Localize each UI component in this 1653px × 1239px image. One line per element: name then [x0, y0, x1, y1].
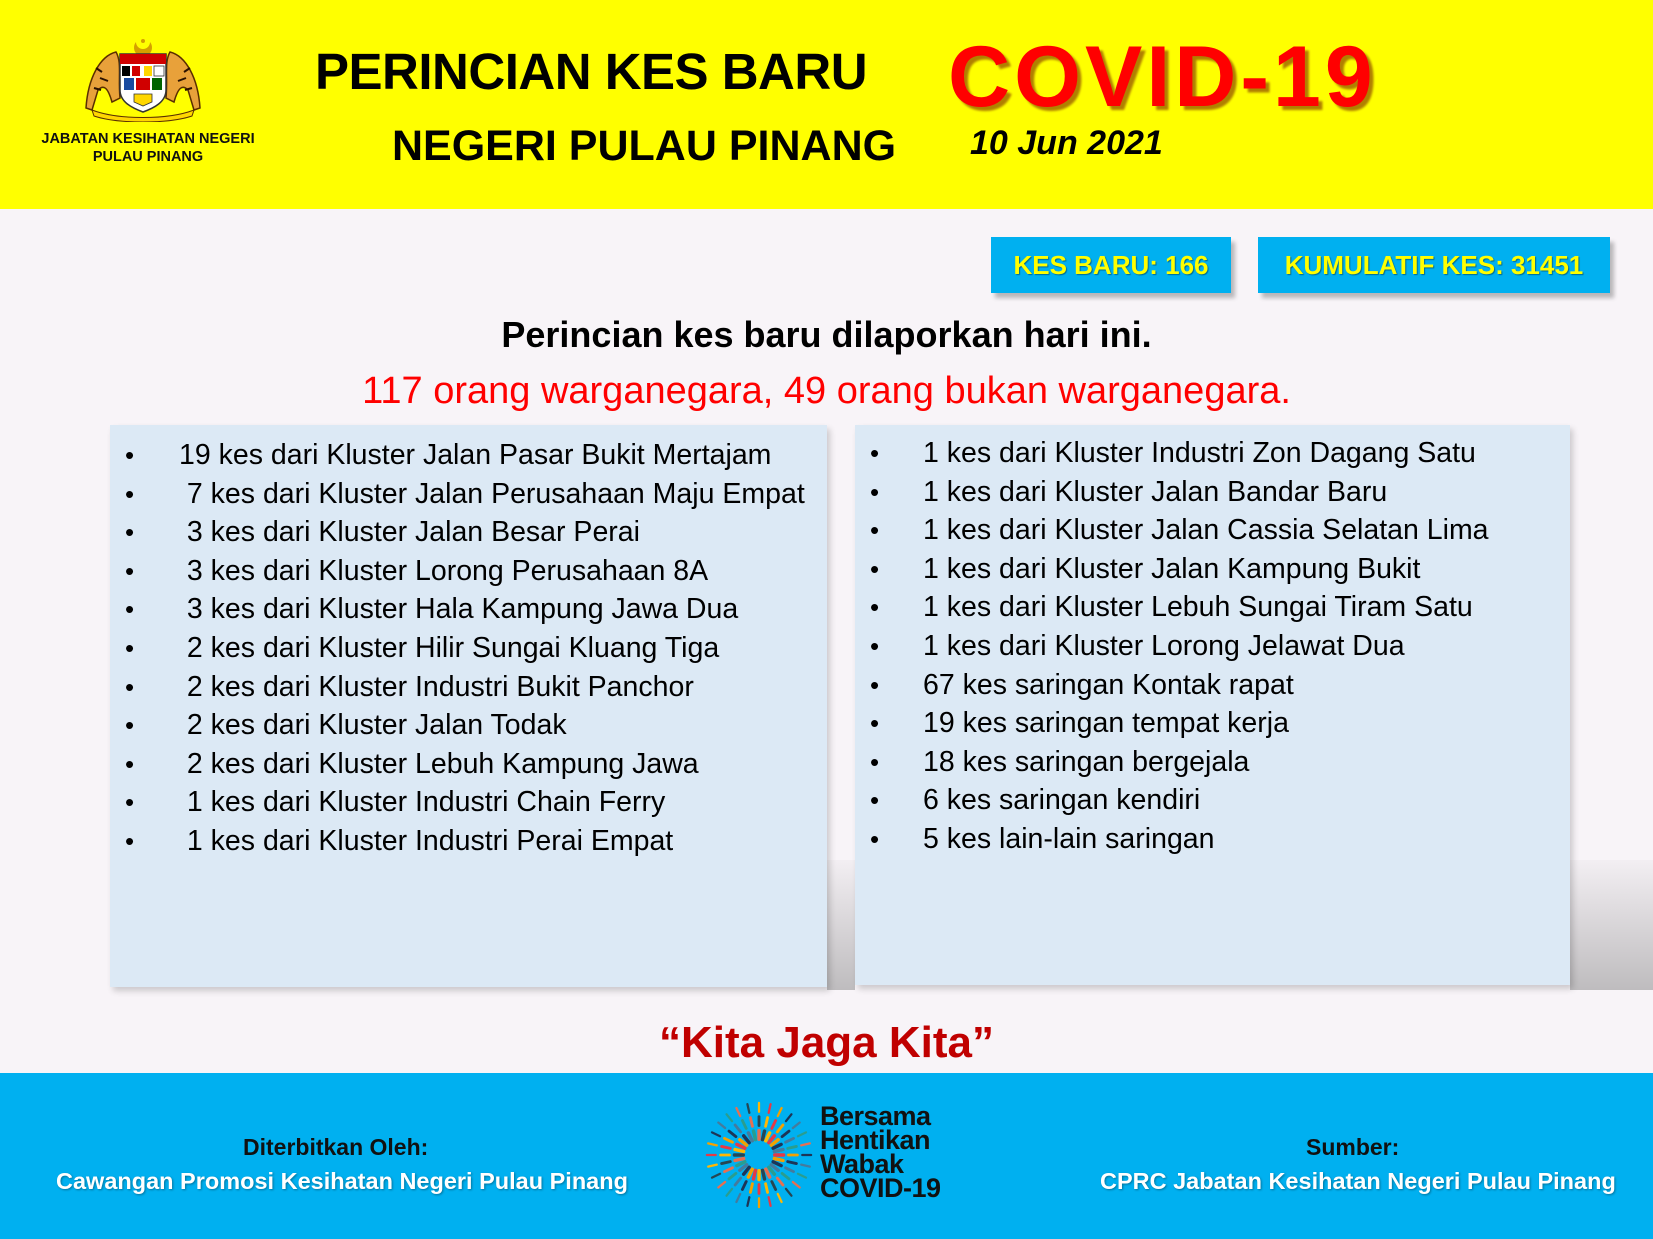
bullet: •: [125, 787, 135, 818]
burst-ray: [736, 1194, 740, 1202]
published-by-value: Cawangan Promosi Kesihatan Negeri Pulau Pinang: [56, 1168, 628, 1194]
burst-ray: [798, 1132, 806, 1136]
burst-ray: [718, 1123, 725, 1129]
list-item-text: 1 kes dari Kluster Industri Zon Dagang Satu: [923, 437, 1476, 469]
burst-ray: [773, 1144, 781, 1148]
list-item-text: 1 kes dari Kluster Lorong Jelawat Dua: [923, 629, 1405, 662]
burst-ray: [737, 1162, 745, 1166]
burst-ray: [786, 1114, 792, 1121]
cumulative-cases-badge: KUMULATIF KES: 31451: [1258, 237, 1610, 293]
burst-ray: [724, 1138, 732, 1142]
bullet: •: [870, 785, 880, 816]
list-item-text: 19 kes dari Kluster Jalan Pasar Bukit Mertajam: [179, 439, 772, 471]
bullet: •: [870, 553, 880, 584]
burst-ray: [766, 1118, 768, 1127]
burst-ray: [712, 1132, 720, 1136]
burst-ray: [708, 1165, 717, 1167]
burst-ray: [774, 1149, 783, 1151]
list-item-text: 7 kes dari Kluster Jalan Perusahaan Maju Empat: [179, 477, 805, 510]
burst-ray: [766, 1169, 770, 1177]
burst-ray: [777, 1178, 783, 1185]
burst-ray: [718, 1182, 725, 1188]
burst-ray: [763, 1170, 765, 1179]
burst-ray: [727, 1114, 733, 1121]
burst-ray: [773, 1162, 781, 1166]
bullet: •: [125, 748, 135, 779]
burst-ray: [782, 1173, 789, 1179]
bullet: •: [870, 746, 880, 777]
citizenship-summary: 117 orang warganegara, 49 orang bukan warganegara.: [362, 370, 1291, 412]
burst-ray: [748, 1169, 752, 1177]
list-item-text: 3 kes dari Kluster Lorong Perusahaan 8A: [179, 554, 709, 587]
list-item-text: 19 kes saringan tempat kerja: [923, 707, 1289, 740]
list-item-text: 2 kes dari Kluster Jalan Todak: [179, 709, 567, 742]
new-cases-badge: KES BARU: 166: [991, 237, 1231, 293]
bullet: •: [125, 555, 135, 586]
burst-ray: [772, 1182, 776, 1190]
campaign-line-3: Wabak: [820, 1149, 904, 1179]
burst-ray: [786, 1138, 794, 1142]
burst-ray: [724, 1168, 732, 1172]
list-item-text: 2 kes dari Kluster Hilir Sungai Kluang Tiga: [179, 631, 720, 664]
list-item-text: 1 kes dari Kluster Industri Perai Empat: [179, 824, 674, 857]
burst-ray: [729, 1131, 736, 1137]
list-item-text: 1 kes dari Kluster Lebuh Sungai Tiram Satu: [923, 591, 1473, 624]
bullet: •: [125, 825, 135, 856]
burst-ray: [737, 1144, 745, 1148]
published-by-label: Diterbitkan Oleh:: [243, 1134, 429, 1160]
header-banner: [0, 0, 1653, 209]
bullet: •: [870, 708, 880, 739]
burst-ray: [774, 1159, 783, 1161]
list-item-text: 3 kes dari Kluster Jalan Besar Perai: [179, 516, 640, 549]
burst-ray: [735, 1149, 744, 1151]
burst-ray: [778, 1194, 782, 1202]
department-name: [18, 130, 278, 166]
bullet: •: [125, 517, 135, 548]
slogan: “Kita Jaga Kita”: [659, 1018, 994, 1067]
bullet: •: [125, 478, 135, 509]
bullet: •: [125, 671, 135, 702]
burst-ray: [763, 1131, 765, 1140]
bullet: •: [125, 594, 135, 625]
burst-ray: [708, 1143, 717, 1145]
burst-ray: [750, 1184, 752, 1193]
covid-title: COVID-19: [948, 29, 1377, 125]
bullet: •: [870, 438, 880, 468]
report-date: 10 Jun 2021: [970, 124, 1163, 162]
source-value: CPRC Jabatan Kesihatan Negeri Pulau Pinang: [1100, 1168, 1616, 1194]
department-line-2: PULAU PINANG: [92, 149, 204, 165]
list-item-text: 1 kes dari Kluster Jalan Kampung Bukit: [923, 552, 1421, 585]
state-title: NEGERI PULAU PINANG: [392, 122, 897, 170]
list-item-text: 1 kes dari Kluster Jalan Bandar Baru: [923, 475, 1388, 508]
burst-ray: [793, 1123, 800, 1129]
list-item-text: 6 kes saringan kendiri: [923, 784, 1201, 817]
burst-ray: [750, 1118, 752, 1127]
burst-ray: [793, 1182, 800, 1188]
list-item-text: 5 kes lain-lain saringan: [923, 822, 1215, 855]
burst-ray: [727, 1189, 733, 1196]
burst-ray: [735, 1159, 744, 1161]
burst-ray: [769, 1197, 771, 1206]
burst-ray: [747, 1197, 749, 1206]
list-item-text: 3 kes dari Kluster Hala Kampung Jawa Dua: [179, 593, 739, 626]
list-item-text: 1 kes dari Kluster Jalan Cassia Selatan Lima: [923, 514, 1489, 547]
burst-ray: [801, 1143, 810, 1145]
burst-ray: [766, 1184, 768, 1193]
bullet: •: [870, 515, 880, 546]
details-heading: Perincian kes baru dilaporkan hari ini.: [501, 314, 1152, 355]
campaign-line-1: Bersama: [820, 1101, 931, 1131]
bullet: •: [125, 440, 135, 470]
bullet: •: [870, 823, 880, 854]
burst-ray: [735, 1125, 741, 1132]
burst-ray: [747, 1104, 749, 1113]
bullet: •: [870, 592, 880, 623]
burst-ray: [786, 1168, 794, 1172]
burst-ray: [753, 1131, 755, 1140]
burst-ray: [742, 1182, 746, 1190]
bullet: •: [125, 632, 135, 663]
bullet: •: [870, 476, 880, 507]
burst-ray: [735, 1178, 741, 1185]
bullet: •: [870, 669, 880, 700]
list-item-text: 1 kes dari Kluster Industri Chain Ferry: [179, 786, 666, 819]
burst-ray: [772, 1120, 776, 1128]
source-label: Sumber:: [1306, 1134, 1400, 1160]
burst-ray: [712, 1174, 720, 1178]
burst-ray: [769, 1104, 771, 1113]
department-line-1: JABATAN KESIHATAN NEGERI: [41, 131, 255, 147]
list-item-text: 2 kes dari Kluster Industri Bukit Panchor: [179, 670, 694, 703]
burst-ray: [786, 1189, 792, 1196]
burst-ray: [722, 1146, 731, 1148]
burst-ray: [766, 1133, 770, 1141]
campaign-burst-logo-icon: [700, 1096, 818, 1214]
bullet: •: [125, 710, 135, 741]
campaign-line-2: Hentikan: [820, 1125, 931, 1155]
burst-ray: [753, 1170, 755, 1179]
burst-ray: [782, 1131, 789, 1137]
burst-ray: [742, 1120, 746, 1128]
bullet: •: [870, 630, 880, 661]
burst-ray: [729, 1173, 736, 1179]
burst-ray: [788, 1146, 797, 1148]
list-item-text: 18 kes saringan bergejala: [923, 745, 1250, 778]
panel-shadow: [1570, 860, 1653, 990]
burst-ray: [788, 1162, 797, 1164]
campaign-slogan: [820, 1101, 941, 1203]
list-item-text: 2 kes dari Kluster Lebuh Kampung Jawa: [179, 747, 699, 780]
burst-ray: [748, 1133, 752, 1141]
burst-ray: [798, 1174, 806, 1178]
panel-shadow: [827, 860, 855, 990]
burst-ray: [778, 1108, 782, 1116]
page-title: PERINCIAN KES BARU: [315, 43, 868, 100]
burst-ray: [736, 1108, 740, 1116]
burst-ray: [801, 1165, 810, 1167]
coat-of-arms-icon: [78, 38, 208, 122]
campaign-line-4: COVID-19: [820, 1173, 941, 1203]
burst-ray: [722, 1162, 731, 1164]
burst-ray: [777, 1125, 783, 1132]
list-item-text: 67 kes saringan Kontak rapat: [923, 668, 1294, 701]
